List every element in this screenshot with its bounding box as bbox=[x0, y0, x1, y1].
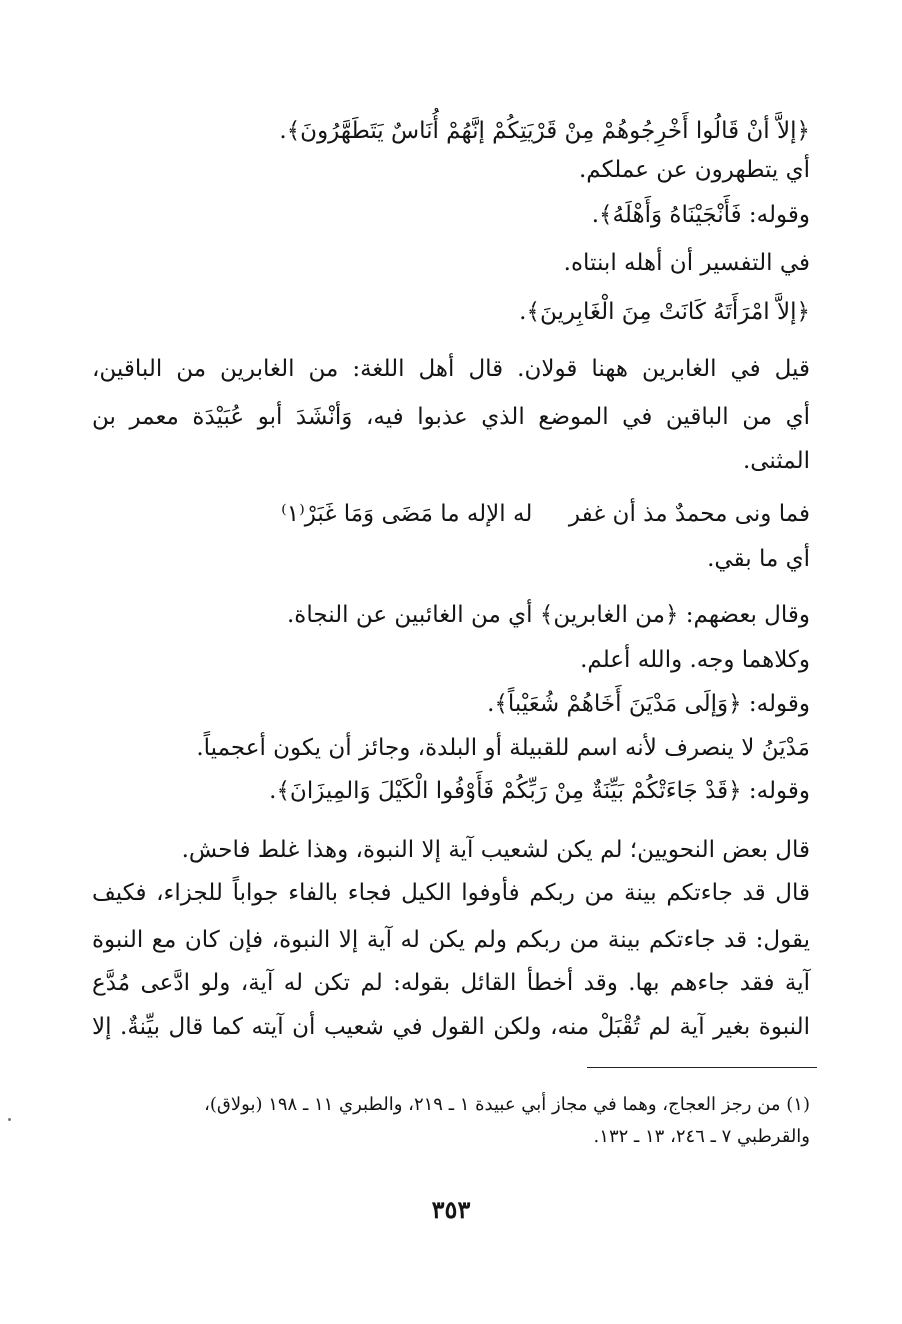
paragraph-line: قال بعض النحويين؛ لم يكن لشعيب آية إلا النبوة، وهذا غلط فاحش. bbox=[181, 837, 810, 863]
text-line: وكلاهما وجه. والله أعلم. bbox=[580, 647, 810, 673]
scan-speck bbox=[8, 1118, 11, 1121]
quran-verse-line: وقوله: ﴿قَدْ جَاءَتْكُمْ بَيِّنَةٌ مِنْ رَبِّكُمْ فَأَوْفُوا الْكَيْلَ وَالمِيزَانَ﴾. bbox=[269, 778, 810, 804]
page-number: ٣٥٣ bbox=[431, 1195, 471, 1224]
paragraph-line: يقول: قد جاءتكم بينة من ربكم ولم يكن له آية إلا النبوة، فإن كان مع النبوة bbox=[92, 927, 810, 953]
paragraph-line: قيل في الغابرين ههنا قولان. قال أهل اللغة: من الغابرين من الباقين، bbox=[92, 356, 810, 382]
quran-verse-line: ﴿إلاَّ أنْ قَالُوا أَخْرِجُوهُمْ مِنْ قَرْيَتِكُمْ إنَّهُمْ أُنَاسٌ يَتَطَهَّرُونَ﴾. bbox=[279, 118, 810, 144]
text-line: أي يتطهرون عن عملكم. bbox=[578, 157, 810, 183]
paragraph-line: آية فقد جاءهم بها. وقد أخطأ القائل بقوله: لم تكن له آية، ولو ادَّعى مُدَّع bbox=[92, 970, 810, 996]
paragraph-line: المثنى. bbox=[742, 448, 810, 474]
text-line: مَدْيَنُ لا ينصرف لأنه اسم للقبيلة أو البلدة، وجائز أن يكون أعجمياً. bbox=[196, 735, 810, 761]
text-line: أي ما بقي. bbox=[707, 546, 810, 572]
paragraph-line: النبوة بغير آية لم تُقْبَلْ منه، ولكن القول في شعيب أن آيته كما قال بيِّنةٌ. إلا bbox=[92, 1014, 810, 1040]
poetry-verse: فما ونى محمدٌ مذ أن غفر له الإله ما مَضَى وَمَا غَبَرْ⁽١⁾ bbox=[281, 501, 810, 527]
text-line: وقوله: ﴿وَإلَى مَدْيَنَ أَخَاهُمْ شُعَيْباً﴾. bbox=[487, 691, 810, 717]
paragraph-line: أي من الباقين في الموضع الذي عذبوا فيه، وَأنْشَدَ أبو عُبَيْدَة معمر بن bbox=[92, 404, 810, 430]
text-line: وقال بعضهم: ﴿من الغابرين﴾ أي من الغائبين عن النجاة. bbox=[287, 602, 810, 628]
text-line: وقوله: فَأَنْجَيْنَاهُ وَأَهْلَهُ﴾. bbox=[591, 202, 810, 228]
footnote-line: والقرطبي ٧ ـ ٢٤٦، ١٣ ـ ١٣٢. bbox=[593, 1126, 810, 1147]
footnote-line: (١) من رجز العجاج، وهما في مجاز أبي عبيدة ١ ـ ٢١٩، والطبري ١١ ـ ١٩٨ (بولاق)، bbox=[204, 1094, 810, 1115]
footnote-separator bbox=[587, 1067, 817, 1068]
text-line: في التفسير أن أهله ابنتاه. bbox=[563, 250, 810, 276]
quran-verse-line: ﴿إلاَّ امْرَأَتَهُ كَانَتْ مِنَ الْغَابِرينَ﴾. bbox=[519, 299, 810, 325]
paragraph-line: قال قد جاءتكم بينة من ربكم فأوفوا الكيل فجاء بالفاء جواباً للجزاء، فكيف bbox=[92, 880, 810, 906]
